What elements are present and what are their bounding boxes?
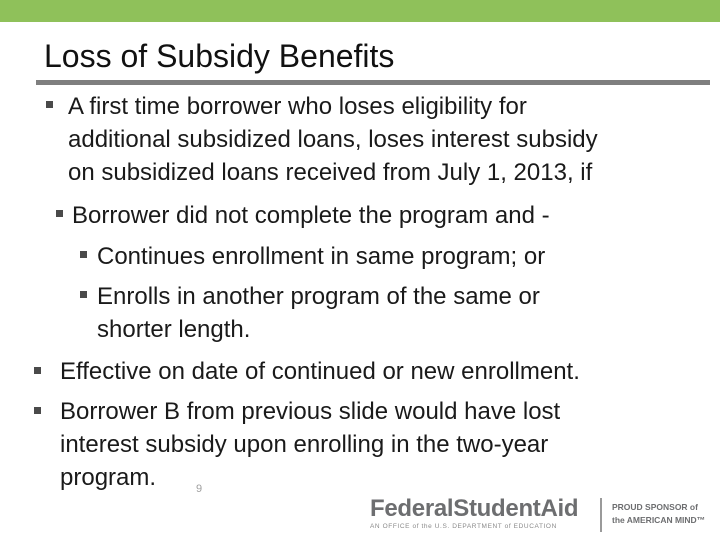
sponsor-line-2: the AMERICAN MIND™ (612, 515, 706, 525)
logo-wordmark (370, 495, 578, 523)
sub-sub-bullet-text: Enrolls in another program of the same or (97, 283, 540, 310)
sub-sub-bullet-text: Continues enrollment in same program; or (97, 243, 546, 270)
logo-divider (600, 498, 602, 532)
bullet-level1-icon (46, 101, 53, 108)
top-accent-bar (0, 0, 720, 22)
sponsor-line-1: PROUD SPONSOR of (612, 502, 698, 512)
bullet-level1-icon (34, 367, 41, 374)
bullet-text-continued: interest subsidy upon enrolling in the two-year (60, 431, 549, 458)
bullet-level2-icon (56, 210, 63, 217)
sub-sub-bullet-text-continued: shorter length. (97, 316, 251, 343)
bullet-text: Effective on date of continued or new enrollment. (60, 358, 580, 385)
bullet-text: Borrower B from previous slide would have lost (60, 398, 561, 425)
sub-bullet-text: Borrower did not complete the program and - (72, 202, 550, 229)
bullet-text-continued: program. (60, 464, 157, 491)
logo-word-student: Student (453, 495, 541, 522)
bullet-level3-icon (80, 291, 87, 298)
bullet-text-continued: on subsidized loans received from July 1, 2013, if (68, 159, 593, 186)
bullet-text: A first time borrower who loses eligibility for (68, 93, 527, 120)
bullet-text-continued: additional subsidized loans, loses interest subsidy (68, 126, 598, 153)
slide-title: Loss of Subsidy Benefits (44, 38, 395, 74)
bullet-level1-icon (34, 407, 41, 414)
title-underline (36, 80, 710, 85)
bullet-level3-icon (80, 251, 87, 258)
logo-word-federal: Federal (370, 495, 454, 522)
federal-student-aid-logo (362, 494, 720, 540)
page-number: 9 (196, 483, 203, 495)
logo-tagline: AN OFFICE of the U.S. DEPARTMENT of EDUCATION (370, 523, 557, 530)
logo-word-aid: Aid (540, 495, 579, 522)
